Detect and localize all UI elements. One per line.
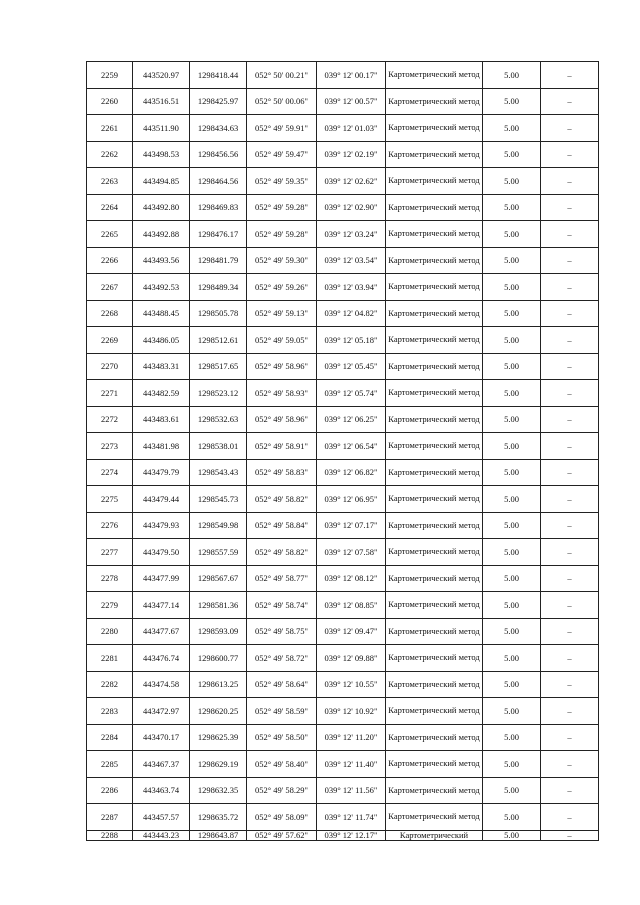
longitude-cell: 039° 12' 05.45" — [317, 353, 386, 380]
table-row — [87, 486, 599, 513]
point-number-cell: 2275 — [87, 486, 133, 513]
table-row — [87, 645, 599, 672]
accuracy-cell: 5.00 — [483, 565, 541, 592]
table-row — [87, 115, 599, 142]
method-cell: Картометрический метод — [386, 618, 483, 645]
note-cell: – — [541, 698, 599, 725]
accuracy-cell: 5.00 — [483, 380, 541, 407]
note-cell: – — [541, 221, 599, 248]
table-row — [87, 671, 599, 698]
y-coordinate-cell: 1298593.09 — [190, 618, 247, 645]
method-cell: Картометрический метод — [386, 141, 483, 168]
longitude-cell: 039° 12' 11.74" — [317, 804, 386, 831]
method-cell: Картометрический метод — [386, 406, 483, 433]
accuracy-cell: 5.00 — [483, 141, 541, 168]
method-cell: Картометрический метод — [386, 221, 483, 248]
point-number-cell: 2273 — [87, 433, 133, 460]
longitude-cell: 039° 12' 03.94" — [317, 274, 386, 301]
latitude-cell: 052° 49' 58.91" — [247, 433, 317, 460]
note-cell: – — [541, 406, 599, 433]
method-cell: Картометрический метод — [386, 645, 483, 672]
method-cell: Картометрический метод — [386, 671, 483, 698]
longitude-cell: 039° 12' 08.85" — [317, 592, 386, 619]
longitude-cell: 039° 12' 10.92" — [317, 698, 386, 725]
method-cell: Картометрический метод — [386, 777, 483, 804]
y-coordinate-cell: 1298625.39 — [190, 724, 247, 751]
longitude-cell: 039° 12' 02.19" — [317, 141, 386, 168]
x-coordinate-cell: 443479.50 — [133, 539, 190, 566]
table-row — [87, 141, 599, 168]
longitude-cell: 039° 12' 08.12" — [317, 565, 386, 592]
accuracy-cell: 5.00 — [483, 512, 541, 539]
point-number-cell: 2266 — [87, 247, 133, 274]
point-number-cell: 2261 — [87, 115, 133, 142]
method-cell: Картометрический метод — [386, 539, 483, 566]
point-number-cell: 2269 — [87, 327, 133, 354]
point-number-cell: 2264 — [87, 194, 133, 221]
longitude-cell: 039° 12' 06.25" — [317, 406, 386, 433]
table-row — [87, 618, 599, 645]
y-coordinate-cell: 1298600.77 — [190, 645, 247, 672]
point-number-cell: 2288 — [87, 830, 133, 840]
accuracy-cell: 5.00 — [483, 698, 541, 725]
x-coordinate-cell: 443477.14 — [133, 592, 190, 619]
longitude-cell: 039° 12' 11.20" — [317, 724, 386, 751]
note-cell: – — [541, 565, 599, 592]
longitude-cell: 039° 12' 06.54" — [317, 433, 386, 460]
table-row — [87, 565, 599, 592]
table-row — [87, 433, 599, 460]
x-coordinate-cell: 443520.97 — [133, 62, 190, 89]
point-number-cell: 2274 — [87, 459, 133, 486]
note-cell: – — [541, 486, 599, 513]
longitude-cell: 039° 12' 11.56" — [317, 777, 386, 804]
y-coordinate-cell: 1298567.67 — [190, 565, 247, 592]
method-cell: Картометрический метод — [386, 459, 483, 486]
accuracy-cell: 5.00 — [483, 88, 541, 115]
x-coordinate-cell: 443463.74 — [133, 777, 190, 804]
x-coordinate-cell: 443483.31 — [133, 353, 190, 380]
accuracy-cell: 5.00 — [483, 327, 541, 354]
method-cell: Картометрический метод — [386, 380, 483, 407]
x-coordinate-cell: 443492.88 — [133, 221, 190, 248]
note-cell: – — [541, 380, 599, 407]
longitude-cell: 039° 12' 02.90" — [317, 194, 386, 221]
latitude-cell: 052° 49' 58.77" — [247, 565, 317, 592]
note-cell: – — [541, 618, 599, 645]
method-cell: Картометрический метод — [386, 62, 483, 89]
latitude-cell: 052° 49' 57.62" — [247, 830, 317, 840]
point-number-cell: 2282 — [87, 671, 133, 698]
longitude-cell: 039° 12' 00.17" — [317, 62, 386, 89]
y-coordinate-cell: 1298629.19 — [190, 751, 247, 778]
x-coordinate-cell: 443476.74 — [133, 645, 190, 672]
accuracy-cell: 5.00 — [483, 830, 541, 840]
method-cell: Картометрический метод — [386, 247, 483, 274]
x-coordinate-cell: 443493.56 — [133, 247, 190, 274]
latitude-cell: 052° 49' 59.26" — [247, 274, 317, 301]
point-number-cell: 2265 — [87, 221, 133, 248]
table-row — [87, 380, 599, 407]
accuracy-cell: 5.00 — [483, 751, 541, 778]
longitude-cell: 039° 12' 11.40" — [317, 751, 386, 778]
longitude-cell: 039° 12' 05.74" — [317, 380, 386, 407]
x-coordinate-cell: 443492.53 — [133, 274, 190, 301]
y-coordinate-cell: 1298557.59 — [190, 539, 247, 566]
longitude-cell: 039° 12' 05.18" — [317, 327, 386, 354]
x-coordinate-cell: 443494.85 — [133, 168, 190, 195]
accuracy-cell: 5.00 — [483, 618, 541, 645]
table-row — [87, 300, 599, 327]
longitude-cell: 039° 12' 04.82" — [317, 300, 386, 327]
accuracy-cell: 5.00 — [483, 459, 541, 486]
note-cell: – — [541, 645, 599, 672]
accuracy-cell: 5.00 — [483, 592, 541, 619]
longitude-cell: 039° 12' 06.82" — [317, 459, 386, 486]
y-coordinate-cell: 1298512.61 — [190, 327, 247, 354]
point-number-cell: 2280 — [87, 618, 133, 645]
y-coordinate-cell: 1298635.72 — [190, 804, 247, 831]
method-cell: Картометрический метод — [386, 327, 483, 354]
y-coordinate-cell: 1298543.43 — [190, 459, 247, 486]
x-coordinate-cell: 443488.45 — [133, 300, 190, 327]
table-row — [87, 406, 599, 433]
method-cell: Картометрический метод — [386, 698, 483, 725]
point-number-cell: 2271 — [87, 380, 133, 407]
y-coordinate-cell: 1298581.36 — [190, 592, 247, 619]
note-cell: – — [541, 671, 599, 698]
y-coordinate-cell: 1298549.98 — [190, 512, 247, 539]
latitude-cell: 052° 49' 59.13" — [247, 300, 317, 327]
point-number-cell: 2279 — [87, 592, 133, 619]
accuracy-cell: 5.00 — [483, 777, 541, 804]
note-cell: – — [541, 300, 599, 327]
y-coordinate-cell: 1298464.56 — [190, 168, 247, 195]
y-coordinate-cell: 1298532.63 — [190, 406, 247, 433]
latitude-cell: 052° 49' 58.75" — [247, 618, 317, 645]
note-cell: – — [541, 830, 599, 840]
note-cell: – — [541, 459, 599, 486]
latitude-cell: 052° 49' 59.35" — [247, 168, 317, 195]
point-number-cell: 2267 — [87, 274, 133, 301]
x-coordinate-cell: 443481.98 — [133, 433, 190, 460]
longitude-cell: 039° 12' 07.17" — [317, 512, 386, 539]
y-coordinate-cell: 1298456.56 — [190, 141, 247, 168]
x-coordinate-cell: 443479.93 — [133, 512, 190, 539]
note-cell: – — [541, 194, 599, 221]
x-coordinate-cell: 443498.53 — [133, 141, 190, 168]
accuracy-cell: 5.00 — [483, 194, 541, 221]
longitude-cell: 039° 12' 01.03" — [317, 115, 386, 142]
note-cell: – — [541, 274, 599, 301]
method-cell: Картометрический метод — [386, 592, 483, 619]
x-coordinate-cell: 443474.58 — [133, 671, 190, 698]
y-coordinate-cell: 1298613.25 — [190, 671, 247, 698]
table-row — [87, 724, 599, 751]
table-row — [87, 247, 599, 274]
longitude-cell: 039° 12' 00.57" — [317, 88, 386, 115]
table-row — [87, 221, 599, 248]
x-coordinate-cell: 443516.51 — [133, 88, 190, 115]
table-row — [87, 194, 599, 221]
x-coordinate-cell: 443467.37 — [133, 751, 190, 778]
latitude-cell: 052° 49' 58.50" — [247, 724, 317, 751]
accuracy-cell: 5.00 — [483, 62, 541, 89]
longitude-cell: 039° 12' 12.17" — [317, 830, 386, 840]
latitude-cell: 052° 49' 58.40" — [247, 751, 317, 778]
y-coordinate-cell: 1298425.97 — [190, 88, 247, 115]
y-coordinate-cell: 1298418.44 — [190, 62, 247, 89]
method-cell: Картометрический метод — [386, 486, 483, 513]
y-coordinate-cell: 1298643.87 — [190, 830, 247, 840]
table-row — [87, 592, 599, 619]
longitude-cell: 039° 12' 06.95" — [317, 486, 386, 513]
note-cell: – — [541, 168, 599, 195]
note-cell: – — [541, 592, 599, 619]
note-cell: – — [541, 247, 599, 274]
point-number-cell: 2276 — [87, 512, 133, 539]
accuracy-cell: 5.00 — [483, 671, 541, 698]
table-row — [87, 777, 599, 804]
point-number-cell: 2284 — [87, 724, 133, 751]
y-coordinate-cell: 1298434.63 — [190, 115, 247, 142]
table-body — [87, 62, 599, 841]
y-coordinate-cell: 1298620.25 — [190, 698, 247, 725]
x-coordinate-cell: 443477.99 — [133, 565, 190, 592]
y-coordinate-cell: 1298469.83 — [190, 194, 247, 221]
method-cell: Картометрический метод — [386, 751, 483, 778]
note-cell: – — [541, 115, 599, 142]
x-coordinate-cell: 443479.44 — [133, 486, 190, 513]
table-row — [87, 830, 599, 840]
y-coordinate-cell: 1298632.35 — [190, 777, 247, 804]
point-number-cell: 2260 — [87, 88, 133, 115]
latitude-cell: 052° 49' 59.28" — [247, 221, 317, 248]
x-coordinate-cell: 443486.05 — [133, 327, 190, 354]
table-row — [87, 62, 599, 89]
x-coordinate-cell: 443472.97 — [133, 698, 190, 725]
point-number-cell: 2283 — [87, 698, 133, 725]
latitude-cell: 052° 50' 00.06" — [247, 88, 317, 115]
table-row — [87, 459, 599, 486]
method-cell: Картометрический метод — [386, 168, 483, 195]
accuracy-cell: 5.00 — [483, 406, 541, 433]
method-cell: Картометрический — [386, 830, 483, 840]
note-cell: – — [541, 327, 599, 354]
latitude-cell: 052° 49' 58.82" — [247, 539, 317, 566]
point-number-cell: 2268 — [87, 300, 133, 327]
longitude-cell: 039° 12' 03.54" — [317, 247, 386, 274]
latitude-cell: 052° 49' 58.96" — [247, 353, 317, 380]
table-row — [87, 512, 599, 539]
accuracy-cell: 5.00 — [483, 300, 541, 327]
accuracy-cell: 5.00 — [483, 486, 541, 513]
x-coordinate-cell: 443470.17 — [133, 724, 190, 751]
x-coordinate-cell: 443457.57 — [133, 804, 190, 831]
method-cell: Картометрический метод — [386, 353, 483, 380]
method-cell: Картометрический метод — [386, 433, 483, 460]
table-row — [87, 539, 599, 566]
point-number-cell: 2287 — [87, 804, 133, 831]
x-coordinate-cell: 443482.59 — [133, 380, 190, 407]
x-coordinate-cell: 443511.90 — [133, 115, 190, 142]
accuracy-cell: 5.00 — [483, 539, 541, 566]
latitude-cell: 052° 50' 00.21" — [247, 62, 317, 89]
method-cell: Картометрический метод — [386, 512, 483, 539]
latitude-cell: 052° 49' 59.47" — [247, 141, 317, 168]
y-coordinate-cell: 1298476.17 — [190, 221, 247, 248]
table-row — [87, 274, 599, 301]
note-cell: – — [541, 88, 599, 115]
coordinates-table — [86, 61, 599, 841]
latitude-cell: 052° 49' 58.84" — [247, 512, 317, 539]
latitude-cell: 052° 49' 58.09" — [247, 804, 317, 831]
table-row — [87, 327, 599, 354]
latitude-cell: 052° 49' 59.91" — [247, 115, 317, 142]
latitude-cell: 052° 49' 59.05" — [247, 327, 317, 354]
accuracy-cell: 5.00 — [483, 645, 541, 672]
accuracy-cell: 5.00 — [483, 247, 541, 274]
y-coordinate-cell: 1298481.79 — [190, 247, 247, 274]
note-cell: – — [541, 433, 599, 460]
latitude-cell: 052° 49' 58.64" — [247, 671, 317, 698]
note-cell: – — [541, 539, 599, 566]
method-cell: Картометрический метод — [386, 724, 483, 751]
method-cell: Картометрический метод — [386, 804, 483, 831]
method-cell: Картометрический метод — [386, 300, 483, 327]
table-row — [87, 88, 599, 115]
method-cell: Картометрический метод — [386, 565, 483, 592]
table-row — [87, 804, 599, 831]
x-coordinate-cell: 443492.80 — [133, 194, 190, 221]
accuracy-cell: 5.00 — [483, 724, 541, 751]
note-cell: – — [541, 353, 599, 380]
latitude-cell: 052° 49' 58.93" — [247, 380, 317, 407]
point-number-cell: 2277 — [87, 539, 133, 566]
accuracy-cell: 5.00 — [483, 274, 541, 301]
table-row — [87, 168, 599, 195]
note-cell: – — [541, 751, 599, 778]
method-cell: Картометрический метод — [386, 88, 483, 115]
point-number-cell: 2270 — [87, 353, 133, 380]
x-coordinate-cell: 443479.79 — [133, 459, 190, 486]
latitude-cell: 052° 49' 58.59" — [247, 698, 317, 725]
latitude-cell: 052° 49' 58.83" — [247, 459, 317, 486]
method-cell: Картометрический метод — [386, 194, 483, 221]
latitude-cell: 052° 49' 58.29" — [247, 777, 317, 804]
accuracy-cell: 5.00 — [483, 115, 541, 142]
table-row — [87, 751, 599, 778]
latitude-cell: 052° 49' 58.96" — [247, 406, 317, 433]
y-coordinate-cell: 1298545.73 — [190, 486, 247, 513]
longitude-cell: 039° 12' 03.24" — [317, 221, 386, 248]
table-row — [87, 353, 599, 380]
y-coordinate-cell: 1298517.65 — [190, 353, 247, 380]
latitude-cell: 052° 49' 59.30" — [247, 247, 317, 274]
point-number-cell: 2278 — [87, 565, 133, 592]
longitude-cell: 039° 12' 07.58" — [317, 539, 386, 566]
note-cell: – — [541, 62, 599, 89]
accuracy-cell: 5.00 — [483, 353, 541, 380]
table-row — [87, 698, 599, 725]
x-coordinate-cell: 443443.23 — [133, 830, 190, 840]
point-number-cell: 2259 — [87, 62, 133, 89]
note-cell: – — [541, 141, 599, 168]
accuracy-cell: 5.00 — [483, 804, 541, 831]
accuracy-cell: 5.00 — [483, 221, 541, 248]
point-number-cell: 2262 — [87, 141, 133, 168]
latitude-cell: 052° 49' 58.72" — [247, 645, 317, 672]
x-coordinate-cell: 443477.67 — [133, 618, 190, 645]
x-coordinate-cell: 443483.61 — [133, 406, 190, 433]
longitude-cell: 039° 12' 09.88" — [317, 645, 386, 672]
latitude-cell: 052° 49' 58.82" — [247, 486, 317, 513]
latitude-cell: 052° 49' 58.74" — [247, 592, 317, 619]
y-coordinate-cell: 1298523.12 — [190, 380, 247, 407]
point-number-cell: 2272 — [87, 406, 133, 433]
method-cell: Картометрический метод — [386, 115, 483, 142]
point-number-cell: 2281 — [87, 645, 133, 672]
note-cell: – — [541, 777, 599, 804]
method-cell: Картометрический метод — [386, 274, 483, 301]
latitude-cell: 052° 49' 59.28" — [247, 194, 317, 221]
y-coordinate-cell: 1298489.34 — [190, 274, 247, 301]
longitude-cell: 039° 12' 10.55" — [317, 671, 386, 698]
y-coordinate-cell: 1298505.78 — [190, 300, 247, 327]
note-cell: – — [541, 804, 599, 831]
note-cell: – — [541, 512, 599, 539]
accuracy-cell: 5.00 — [483, 168, 541, 195]
y-coordinate-cell: 1298538.01 — [190, 433, 247, 460]
longitude-cell: 039° 12' 02.62" — [317, 168, 386, 195]
accuracy-cell: 5.00 — [483, 433, 541, 460]
note-cell: – — [541, 724, 599, 751]
point-number-cell: 2285 — [87, 751, 133, 778]
longitude-cell: 039° 12' 09.47" — [317, 618, 386, 645]
point-number-cell: 2263 — [87, 168, 133, 195]
point-number-cell: 2286 — [87, 777, 133, 804]
